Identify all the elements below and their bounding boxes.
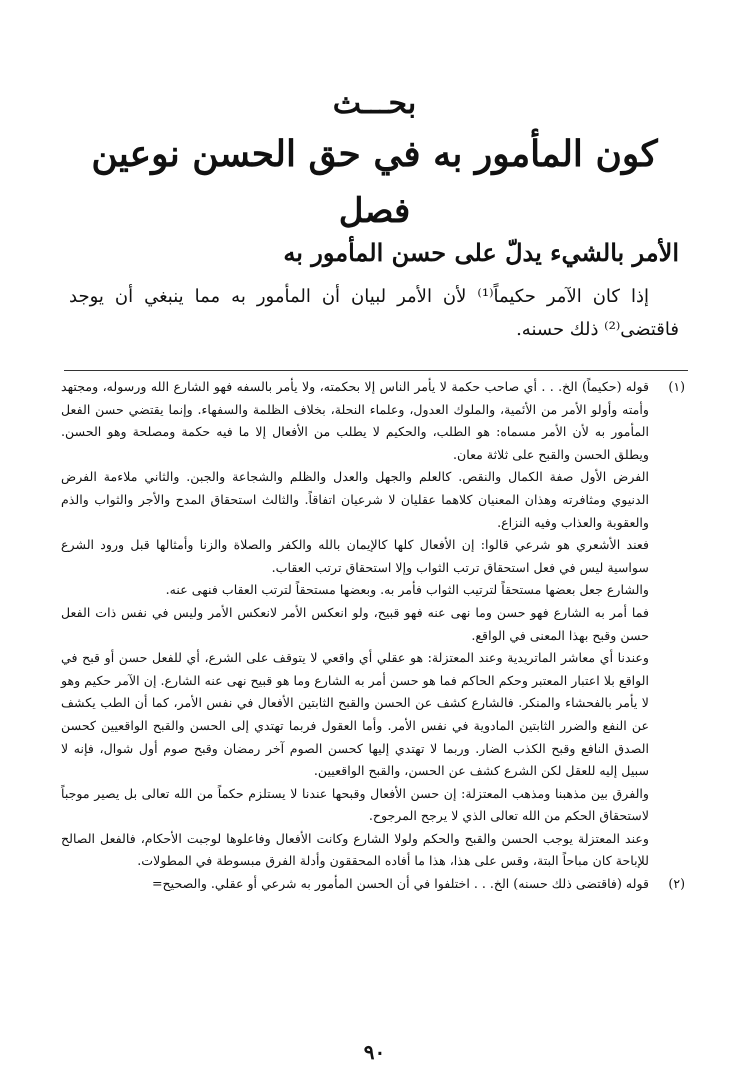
footnote-paragraph: قوله (فاقتضى ذلك حسنه) الخ. . . اختلفوا في أن الحسن المأمور به شرعي أو عقلي. والصحيح= bbox=[151, 876, 649, 892]
page-number: ٩٠ bbox=[363, 1040, 386, 1064]
footnote-paragraph: والفرق بين مذهبنا ومذهب المعتزلة: إن حسن الأفعال وقبحها عندنا لا يستلزم حكماً من الله تعالى بل يصير موجباً لاستحقاق الحكم من الله تعالى الذي لا يرجح المرجوح. bbox=[61, 785, 649, 824]
footnote-separator bbox=[64, 370, 688, 371]
footnote-paragraph: قوله (حكيماً) الخ. . . أي صاحب حكمة لا يأمر الناس إلا بحكمته، ولا يأمر بالسفه فهو الشارع الله ورسوله، ومجتهد وأمته وأولو الأمر من الأئمية، والملوك العدول، وعلماء النحلة، بخلاف الظلمة والسفهاء. وإنما يقتضي حسن الفعل المأمور به لأن الأمر مسماه: هو الطلب، والحكيم لا يطلب من الأفعال إلا ما فيه حكمة ومصلحة وهو الحسن. ويطلق الحسن والقبح على ثلاثة معان. bbox=[61, 379, 649, 462]
chapter-title: كون المأمور به في حق الحسن نوعين bbox=[91, 133, 658, 175]
footnote-paragraph: وعندنا أي معاشر الماتريدية وعند المعتزلة: هو عقلي أي واقعي لا يتوقف على الشرع، أي للفعل حسن أو قبح في الواقع بلا اعتبار المعتبر وحكم الحاكم فما هو حسن أمر به الشارع وما هو قبيح نهى عنه الشارع. إن الآمر حكيم وهو لا يأمر بالفحشاء والمنكر. فالشارع كشف عن الحسن والقبح الثابتين الأفعال في نفس الأمر، كما أن الطب يكشف عن النفع والضرر الثابتين المادوية في نفس الأمر. وأما العقول فربما تهتدي إلى الحسن والقبح الواقعيين كحسن الصدق النافع وقبح الكذب الضار. وربما لا تهتدي إليها كحسن الصوم آخر رمضان وقبح صوم أول شوال، فإنه لا سبيل إليه للعقل لكن الشرع كشف عن الحسن، والقبح الواقعيين. bbox=[61, 650, 649, 779]
footnote-1 bbox=[61, 376, 685, 873]
footnote-paragraph: والشارع جعل بعضها مستحقاً لترتيب الثواب فأمر به. وبعضها مستحقاً لترتب العقاب فنهى عنه. bbox=[165, 582, 649, 598]
main-text bbox=[69, 280, 679, 346]
footnote-paragraph: فعند الأشعري هو شرعي قالوا: إن الأفعال كلها كالإيمان بالله والكفر والصلاة والزنا وأمثالها قبل ورود الشرع سواسية ليس في فعل استحقاق ترتب الثواب وإلا استحقاق ترتب العقاب. bbox=[61, 537, 649, 575]
main-paragraph: إذا كان الآمر حكيماً⁽¹⁾ لأن الأمر لبيان أن المأمور به مما ينبغي أن يوجد فاقتضى⁽²⁾ ذلك حسنه. bbox=[69, 286, 679, 340]
footnote-paragraph: وعند المعتزلة يوجب الحسن والقبح والحكم ولولا الشارع وكانت الأفعال وفاعلوها لوجبت الأحكام، فالفعل الصالح للإباحة كان مباحاً البتة، وقس على هذا، هذا ما أفاده المحققون وأدلة الفرق مبسوطة في المطولات. bbox=[61, 830, 649, 869]
chapter-word: بحـــث bbox=[332, 86, 417, 121]
footnote-body bbox=[61, 376, 649, 873]
footnotes bbox=[61, 376, 685, 896]
footnote-number: (٢) bbox=[668, 876, 685, 892]
footnote-2 bbox=[61, 873, 685, 896]
footnote-paragraph: الفرض الأول صفة الكمال والنقص. كالعلم والجهل والعدل والظلم والشجاعة والجبن. والثاني ملاءمة الفرض الدنيوي ومثافرته وهذان المعنيان كلاهما عقليان لا شرعيان اتفاقاً. والثالث استحقاق المدح والأجر والثواب والذم والعقوبة والعذاب وفيه النزاع. bbox=[61, 469, 649, 530]
footnote-body bbox=[61, 873, 649, 896]
section-heading: فصل bbox=[338, 191, 411, 231]
footnote-paragraph: فما أمر به الشارع فهو حسن وما نهى عنه فهو قبيح، ولو انعكس الأمر لانعكس الأمر وليس في نفس ذات الفعل حسن وقبح بهذا المعنى في الواقع. bbox=[61, 604, 649, 643]
section-subheading: الأمر بالشيء يدلّ على حسن المأمور به bbox=[283, 238, 679, 267]
footnote-number: (١) bbox=[668, 379, 685, 394]
